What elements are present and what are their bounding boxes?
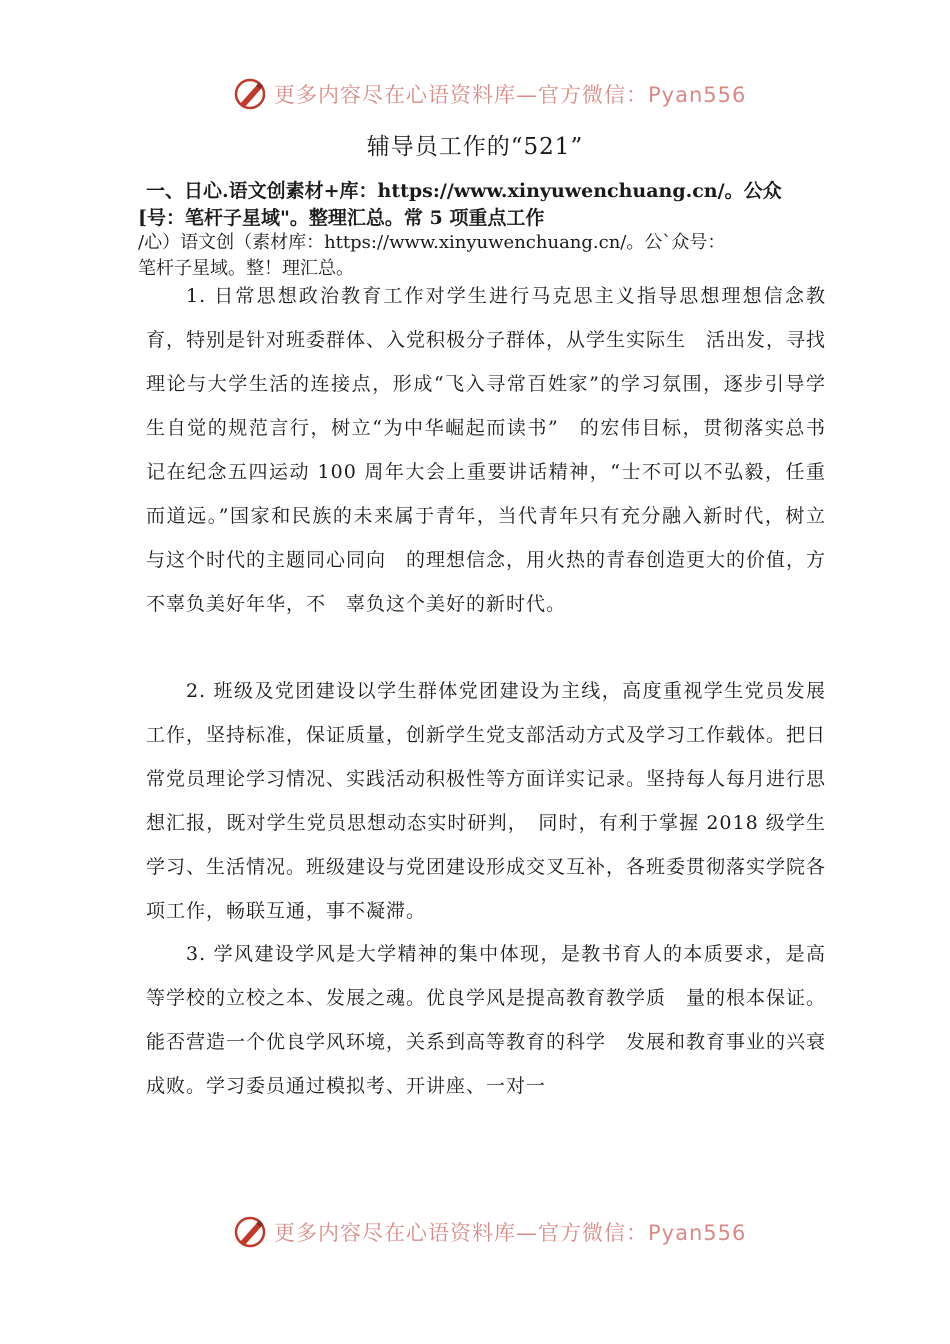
section-heading-line2: [号：笔杆子星域"。整理汇总。常 5 项重点工作 bbox=[138, 207, 545, 229]
paragraph-2: 2. 班级及党团建设以学生群体党团建设为主线，高度重视学生党员发展工作，坚持标准，保证质量，创新学生党支部活动方式及学习工作载体。把日常党员理论学习情况、实践活动积极性等方面详实记录。坚持每人每月进行思想汇报，既对学生党员思想动态实时研判， 同时，有利于掌握 2018 级学生学习、生活情况。班级建设与党团建设形成交叉互补，各班委贯彻落实学院各项工作，畅联互通，事不凝滞。 bbox=[146, 680, 827, 922]
footer-banner bbox=[232, 1210, 746, 1254]
paragraph-3: 3. 学风建设学风是大学精神的集中体现，是教书育人的本质要求，是高等学校的立校之本、发展之魂。优良学风是提高教育教学质 量的根本保证。能否营造一个优良学风环境，关系到高等教育的科学 发展和教育事业的兴衰成败。学习委员通过模拟考、开讲座、一对一 bbox=[146, 943, 827, 1097]
paragraph-1: 1. 日常思想政治教育工作对学生进行马克思主义指导思想理想信念教育，特别是针对班委群体、入党积极分子群体，从学生实际生 活出发，寻找理论与大学生活的连接点，形成“飞入寻常百姓家”的学习氛围，逐步引导学生自觉的规范言行，树立“为中华崛起而读书” 的宏伟目标，贯彻落实总书记在纪念五四运动 100 周年大会上重要讲话精神，“士不可以不弘毅，任重而道远。”国家和民族的未来属于青年，当代青年只有充分融入新时代，树立与这个时代的主题同心同向 的理想信念，用火热的青春创造更大的价值，方不辜负美好年华，不 辜负这个美好的新时代。 bbox=[146, 285, 827, 615]
banner-text: 更多内容尽在心语资料库—官方微信：Pyan556 bbox=[274, 1221, 747, 1245]
section-heading-line1: 一、日心.语文创素材+库：https://www.xinyuwenchuang.cn/。公众 bbox=[146, 180, 782, 202]
banner-text: 更多内容尽在心语资料库—官方微信：Pyan556 bbox=[274, 83, 747, 107]
watermark-line1: /心）语文创（素材库：https://www.xinyuwenchuang.cn/。公`众号： bbox=[138, 232, 726, 253]
page-title: 辅导员工作的“521” bbox=[366, 134, 584, 160]
pen-logo-icon bbox=[232, 1214, 268, 1250]
watermark-line2: 笔杆子星域。整！理汇总。 bbox=[138, 258, 354, 279]
header-banner bbox=[232, 72, 746, 116]
pen-logo-icon bbox=[232, 76, 268, 112]
